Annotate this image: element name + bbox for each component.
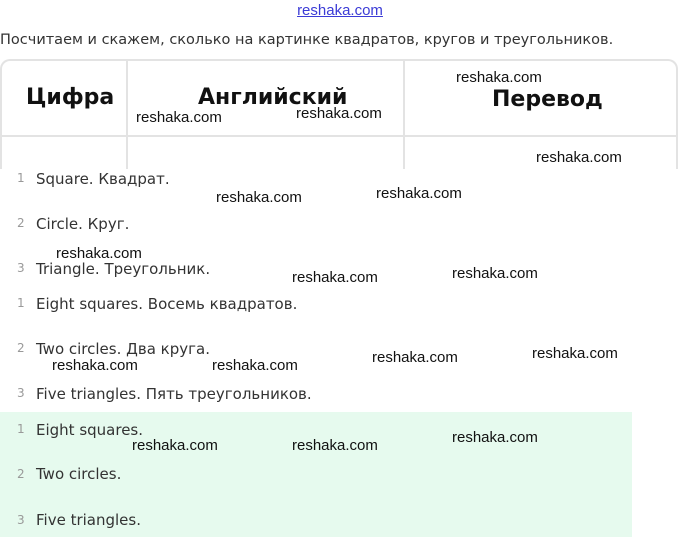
item-number: 3 bbox=[17, 386, 25, 400]
watermark: reshaka.com bbox=[296, 105, 382, 122]
item-number: 2 bbox=[17, 467, 25, 481]
item-number: 3 bbox=[17, 261, 25, 275]
watermark: reshaka.com bbox=[536, 149, 622, 166]
watermark: reshaka.com bbox=[452, 265, 538, 282]
watermark: reshaka.com bbox=[376, 185, 462, 202]
item-text: Triangle. Треугольник. bbox=[36, 260, 211, 278]
item-text: Square. Квадрат. bbox=[36, 170, 170, 188]
watermark: reshaka.com bbox=[56, 245, 142, 262]
item-number: 1 bbox=[17, 171, 25, 185]
item-number: 1 bbox=[17, 422, 25, 436]
watermark: reshaka.com bbox=[532, 345, 618, 362]
header-divider bbox=[2, 135, 676, 137]
site-link[interactable]: reshaka.com bbox=[297, 2, 383, 19]
watermark: reshaka.com bbox=[456, 69, 542, 86]
column-divider bbox=[403, 61, 405, 169]
list-item bbox=[0, 283, 632, 327]
item-text: Two circles. bbox=[36, 465, 122, 483]
column-divider bbox=[126, 61, 128, 169]
list-item bbox=[0, 373, 632, 417]
item-text: Five triangles. Пять треугольников. bbox=[36, 385, 312, 403]
watermark: reshaka.com bbox=[216, 189, 302, 206]
item-text: Five triangles. bbox=[36, 511, 141, 529]
watermark: reshaka.com bbox=[292, 437, 378, 454]
watermark: reshaka.com bbox=[52, 357, 138, 374]
task-intro: Посчитаем и скажем, сколько на картинке квадратов, кругов и треугольников. bbox=[0, 32, 614, 48]
header-digit: Цифра bbox=[26, 85, 115, 110]
item-number: 2 bbox=[17, 216, 25, 230]
item-number: 2 bbox=[17, 341, 25, 355]
item-text: Eight squares. Восемь квадратов. bbox=[36, 295, 298, 313]
header-translation: Перевод bbox=[492, 87, 603, 112]
watermark: reshaka.com bbox=[372, 349, 458, 366]
item-number: 1 bbox=[17, 296, 25, 310]
watermark: reshaka.com bbox=[132, 437, 218, 454]
header-english: Английский bbox=[198, 85, 348, 110]
list-item bbox=[0, 203, 632, 247]
item-text: Eight squares. bbox=[36, 421, 144, 439]
watermark: reshaka.com bbox=[292, 269, 378, 286]
watermark: reshaka.com bbox=[212, 357, 298, 374]
item-text: Two circles. Два круга. bbox=[36, 340, 210, 358]
item-number: 3 bbox=[17, 513, 25, 527]
item-text: Circle. Круг. bbox=[36, 215, 130, 233]
watermark: reshaka.com bbox=[136, 109, 222, 126]
answer-row bbox=[0, 456, 632, 501]
watermark: reshaka.com bbox=[452, 429, 538, 446]
answer-row bbox=[0, 501, 632, 537]
